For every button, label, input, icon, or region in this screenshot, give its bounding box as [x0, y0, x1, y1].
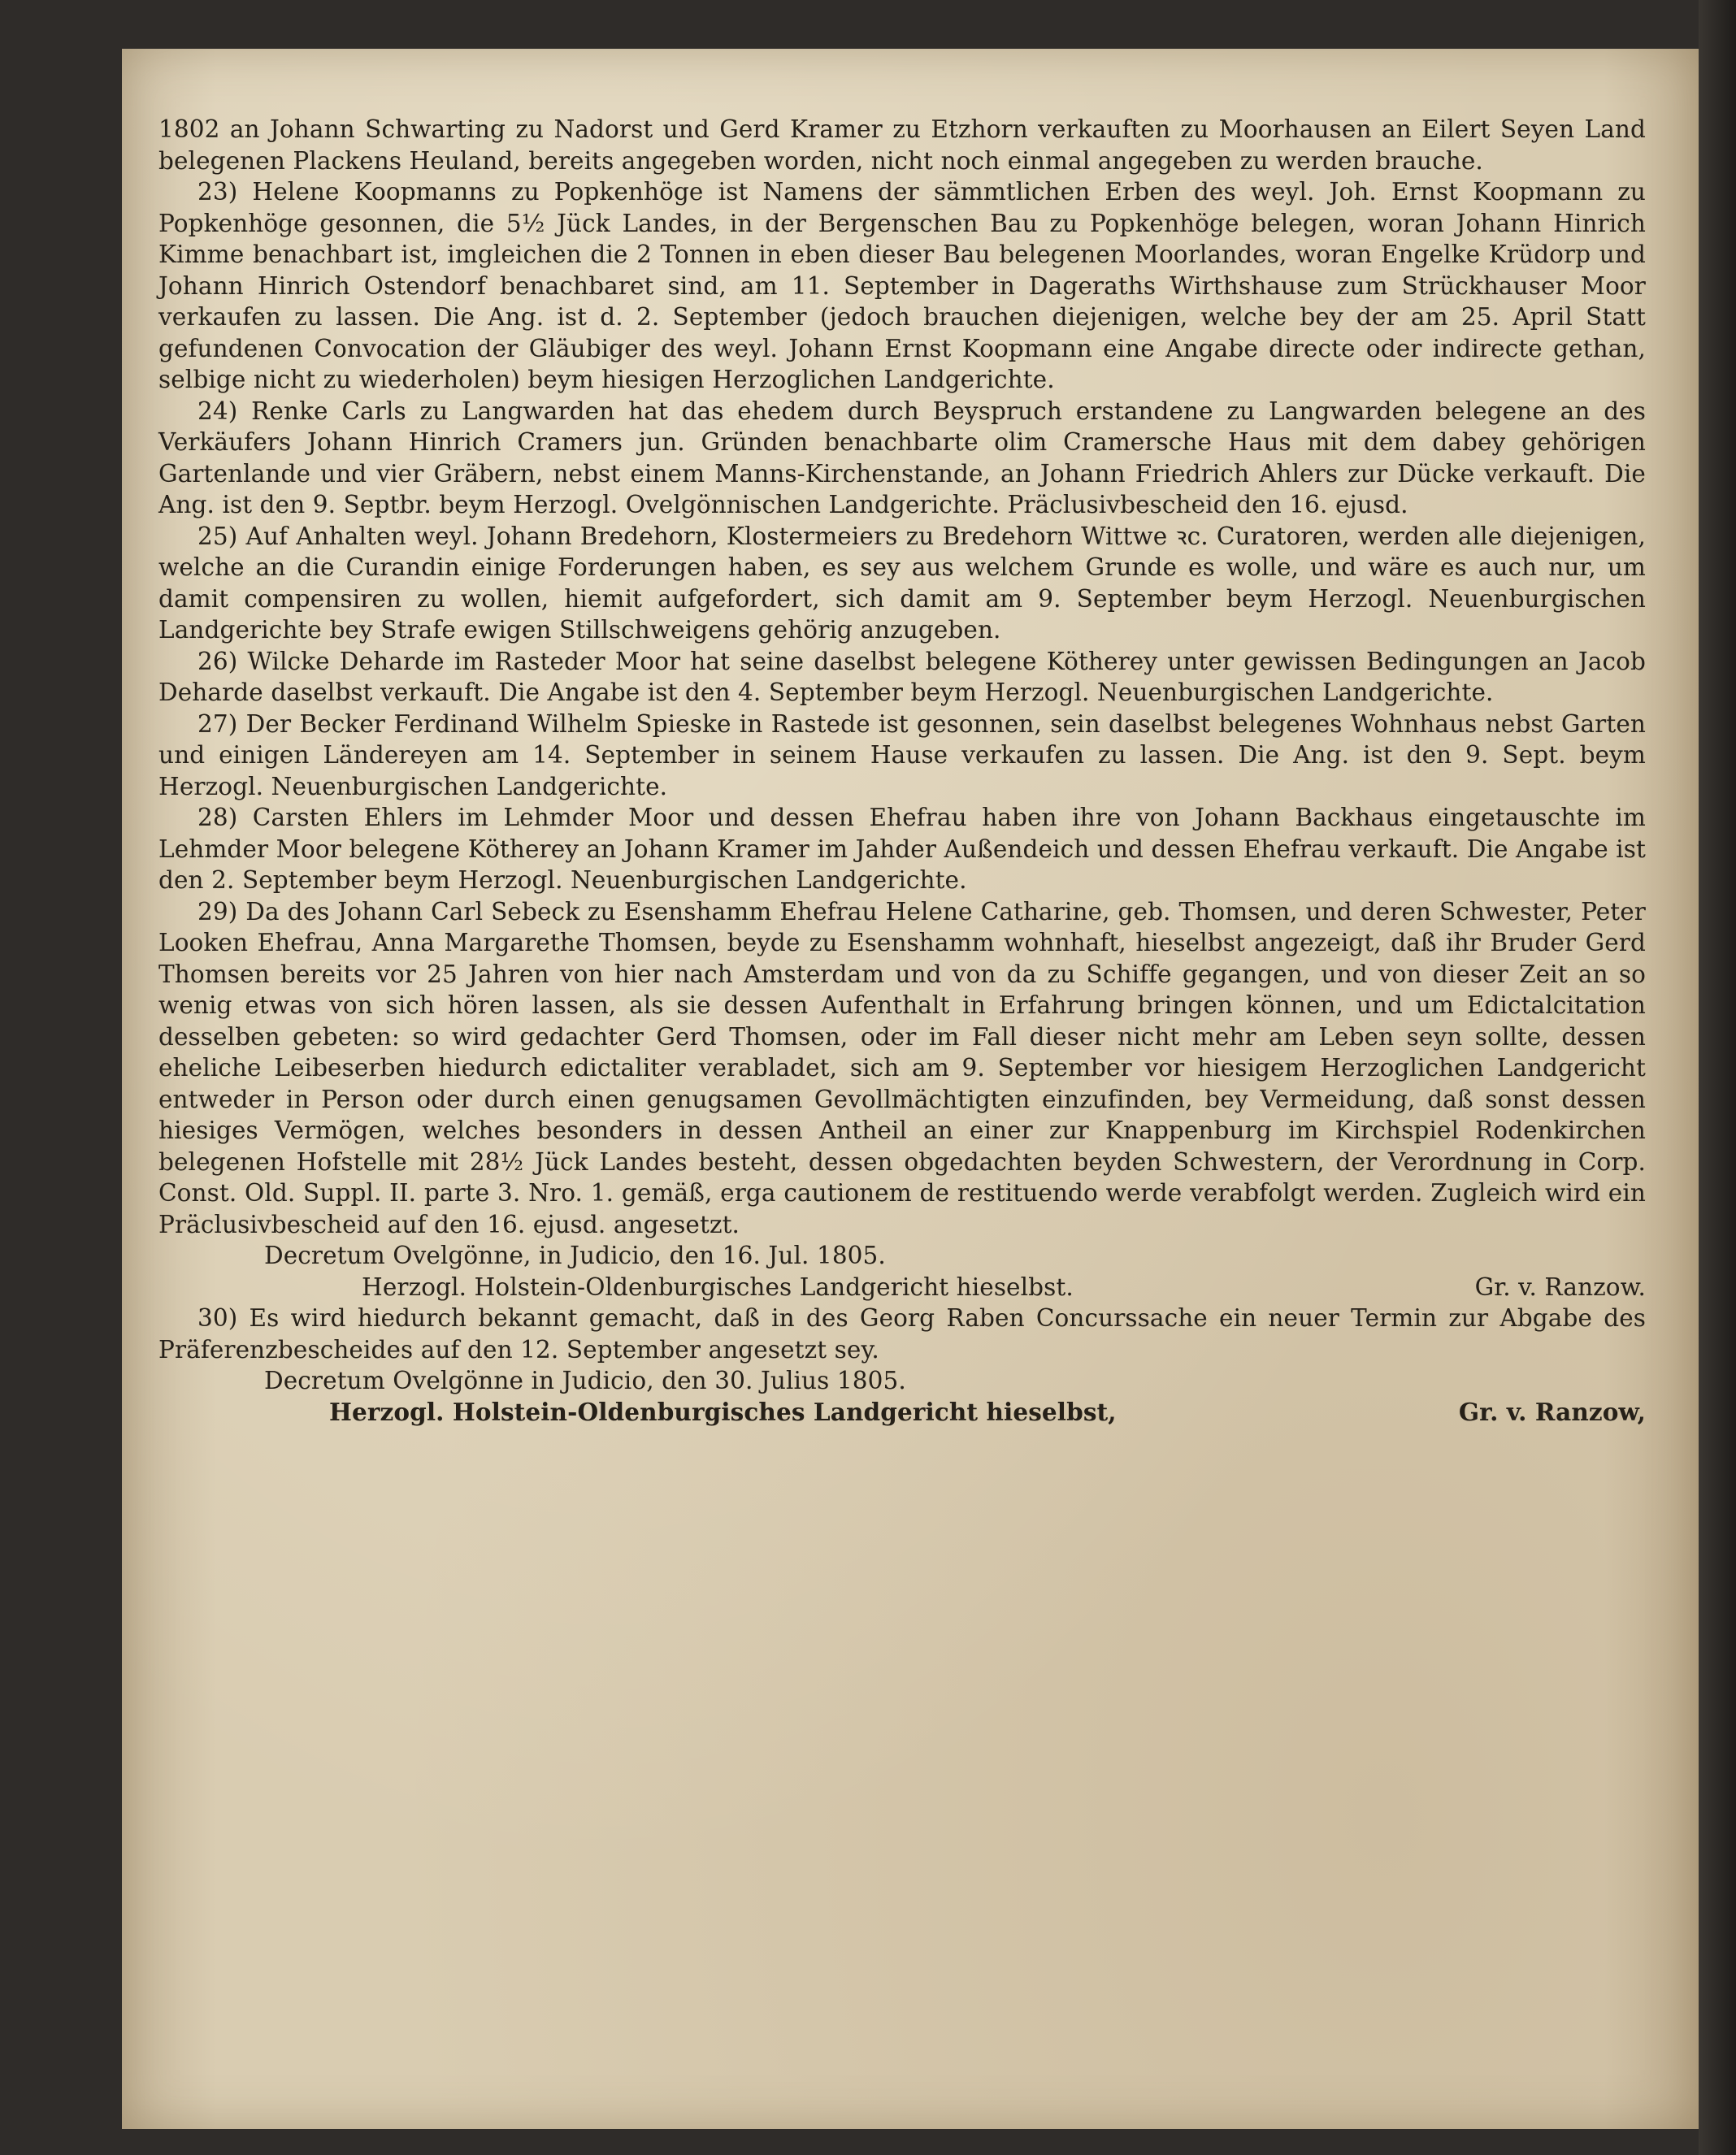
- paragraph-30: 30) Es wird hiedurch bekannt gemacht, daß in des Georg Raben Concurssache ein neuer Termin zur Abgabe des Präferenzbescheides auf den 12. September angesetzt sey.: [158, 1304, 1646, 1364]
- paragraph-22-continuation: 1802 an Johann Schwarting zu Nadorst und Gerd Kramer zu Etzhorn verkauften zu Moorhausen an Eilert Seyen Land belegenen Plackens Heuland, bereits angegeben worden, nicht noch einmal angegeben zu werden brauche.: [158, 115, 1646, 175]
- decree-2-signature: Gr. v. Ranzow,: [1458, 1397, 1646, 1426]
- decree-1-signature: Gr. v. Ranzow.: [1474, 1273, 1646, 1301]
- decree-2-court: Herzogl. Holstein-Oldenburgisches Landgericht hieselbst,: [329, 1397, 1117, 1426]
- decree-1-signature-row: [158, 1272, 1646, 1303]
- paragraph-27: 27) Der Becker Ferdinand Wilhelm Spieske in Rastede ist gesonnen, sein daselbst belegenes Wohnhaus nebst Garten und einigen Ländereyen am 14. September in seinem Hause verkaufen zu lassen. Die Ang. ist den 9. Sept. beym Herzogl. Neuenburgischen Landgerichte.: [158, 709, 1646, 800]
- decree-2-signature-row: [158, 1397, 1646, 1429]
- paragraph-26: 26) Wilcke Deharde im Rasteder Moor hat seine daselbst belegene Kötherey unter gewissen Bedingungen an Jacob Deharde daselbst verkauft. Die Angabe ist den 4. September beym Herzogl. Neuenburgischen Landgerichte.: [158, 647, 1646, 706]
- paragraph-24: 24) Renke Carls zu Langwarden hat das ehedem durch Beyspruch erstandene zu Langwarden belegene an des Verkäufers Johann Hinrich Cramers jun. Gründen benachbarte olim Cramersche Haus mit dem dabey gehörigen Gartenlande und vier Gräbern, nebst einem Manns-Kirchenstande, an Johann Friedrich Ahlers zur Dücke verkauft. Die Ang. ist den 9. Septbr. beym Herzogl. Ovelgönnischen Landgerichte. Präclusivbescheid den 16. ejusd.: [158, 397, 1646, 518]
- decree-2-line: Decretum Ovelgönne in Judicio, den 30. Julius 1805.: [264, 1367, 906, 1394]
- paragraph-23: 23) Helene Koopmanns zu Popkenhöge ist Namens der sämmtlichen Erben des weyl. Joh. Ernst Koopmann zu Popkenhöge gesonnen, die 5½ Jück Landes, in der Bergenschen Bau zu Popkenhöge belegen, woran Johann Hinrich Kimme benachbart ist, imgleichen die 2 Tonnen in eben dieser Bau belegenen Moorlandes, woran Engelke Krüdorp und Johann Hinrich Ostendorf benachbaret sind, am 11. September in Dageraths Wirthshause zum Strückhauser Moor verkaufen zu lassen. Die Ang. ist d. 2. September (jedoch brauchen diejenigen, welche bey der am 25. April Statt gefundenen Convocation der Gläubiger des weyl. Johann Ernst Koopmann eine Angabe directe oder indirecte gethan, selbige nicht zu wiederholen) beym hiesigen Herzoglichen Landgerichte.: [158, 178, 1646, 393]
- decree-1-line: Decretum Ovelgönne, in Judicio, den 16. Jul. 1805.: [264, 1242, 886, 1269]
- book-spine-shadow: [1699, 0, 1736, 2155]
- decree-1-court: Herzogl. Holstein-Oldenburgisches Landgericht hieselbst.: [362, 1273, 1074, 1301]
- paragraph-25: 25) Auf Anhalten weyl. Johann Bredehorn, Klostermeiers zu Bredehorn Wittwe ꝛc. Curatoren, werden alle diejenigen, welche an die Curandin einige Forderungen haben, es sey aus welchem Grunde es wolle, und wäre es auch nur, um damit compensiren zu wollen, hiemit aufgefordert, sich damit am 9. September beym Herzogl. Neuenburgischen Landgerichte bey Strafe ewigen Stillschweigens gehörig anzugeben.: [158, 522, 1646, 644]
- paragraph-29: 29) Da des Johann Carl Sebeck zu Esenshamm Ehefrau Helene Catharine, geb. Thomsen, und deren Schwester, Peter Looken Ehefrau, Anna Margarethe Thomsen, beyde zu Esenshamm wohnhaft, hieselbst angezeigt, daß ihr Bruder Gerd Thomsen bereits vor 25 Jahren von hier nach Amsterdam und von da zu Schiffe gegangen, und von dieser Zeit an so wenig etwas von sich hören lassen, als sie dessen Aufenthalt in Erfahrung bringen können, und um Edictalcitation desselben gebeten: so wird gedachter Gerd Thomsen, oder im Fall dieser nicht mehr am Leben seyn sollte, dessen eheliche Leibeserben hiedurch edictaliter verabladet, sich am 9. September vor hiesigem Herzoglichen Landgericht entweder in Person oder durch einen genugsamen Gevollmächtigten einzufinden, bey Vermeidung, daß sonst dessen hiesiges Vermögen, welches besonders in dessen Antheil an einer zur Knappenburg im Kirchspiel Rodenkirchen belegenen Hofstelle mit 28½ Jück Landes besteht, dessen obgedachten beyden Schwestern, der Verordnung in Corp. Const. Old. Suppl. II. parte 3. Nro. 1. gemäß, erga cautionem de restituendo werde verabfolgt werden. Zugleich wird ein Präclusivbescheid auf den 16. ejusd. angesetzt.: [158, 897, 1646, 1238]
- paragraph-28: 28) Carsten Ehlers im Lehmder Moor und dessen Ehefrau haben ihre von Johann Backhaus eingetauschte im Lehmder Moor belegene Kötherey an Johann Kramer im Jahder Außendeich und dessen Ehefrau verkauft. Die Angabe ist den 2. September beym Herzogl. Neuenburgischen Landgerichte.: [158, 804, 1646, 894]
- page-text-block: [158, 114, 1646, 1428]
